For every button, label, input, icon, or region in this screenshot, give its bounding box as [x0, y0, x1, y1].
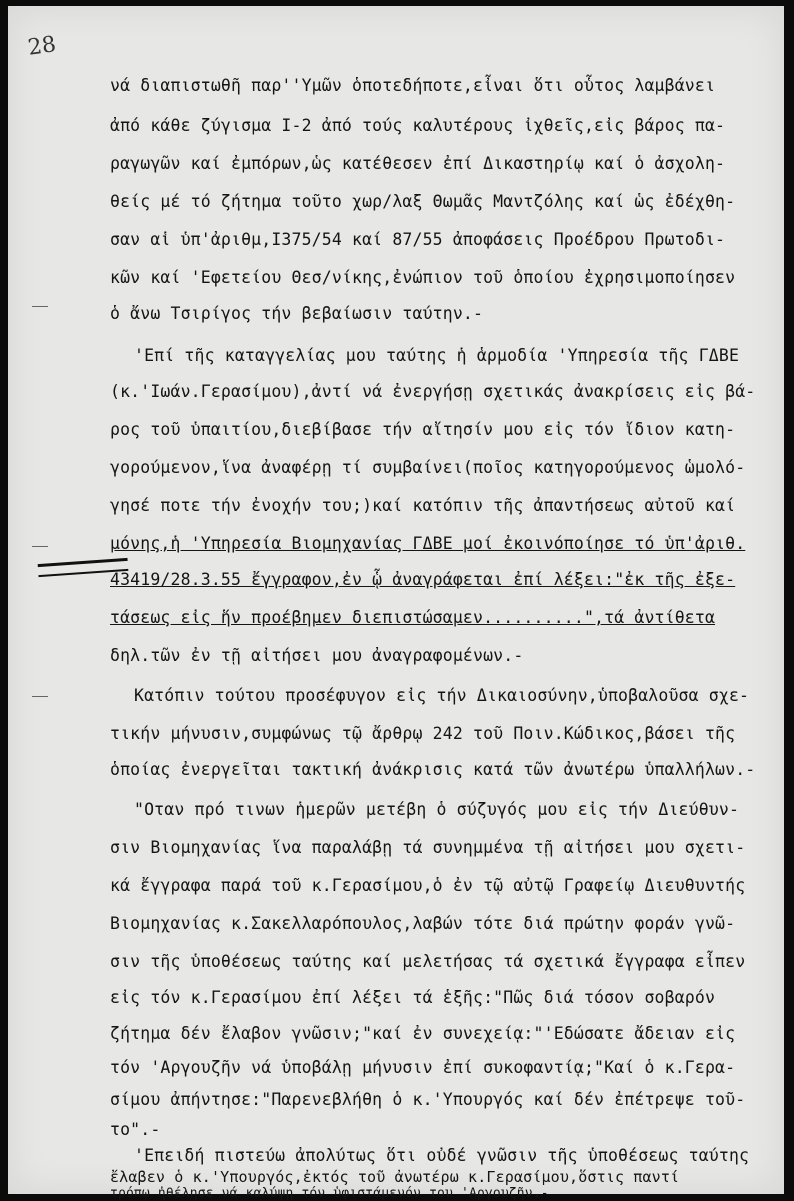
text-line: σιν τῆς ὑποθέσεως ταύτης καί μελετήσας τά σχετικά ἔγγραφα εἶπεν [110, 952, 746, 971]
text-line: Βιομηχανίας κ.Σακελλαρόπουλος,λαβών τότε διά πρώτην φοράν γνῶ- [110, 914, 736, 933]
paragraph-start: 'Επί τῆς καταγγελίας μου ταύτης ἡ ἁρμοδία 'Υπηρεσία τῆς ΓΔΒΕ [134, 346, 740, 365]
text-line: κῶν καί 'Εφετείου Θεσ/νίκης,ἐνώπιον τοῦ ὁποίου ἐχρησιμοποίησεν [110, 268, 736, 287]
text-line-underlined: 43419/28.3.55 ἔγγραφον,ἐν ᾧ ἀναγράφεται ἐπί λέξει:"ἐκ τῆς ἐξε- [110, 570, 736, 589]
margin-dash [32, 306, 48, 307]
paragraph-start: "Οταν πρό τινων ἡμερῶν μετέβη ὁ σύζυγός μου εἰς τήν Διεύθυν- [134, 800, 740, 819]
text-line: τρόπῳ ἠθέλησε νά καλύψῃ τόν ὑφιστάμενόν του 'Αργουζῆν.- [110, 1186, 549, 1201]
text-line: σαν αἱ ὑπ'ἀριθμ,Ι375/54 καί 87/55 ἀποφάσεις Προέδρου Πρωτοδι- [110, 230, 726, 249]
text-line: ὁποίας ἐνεργεῖται τακτική ἀνάκρισις κατά τῶν ἀνωτέρω ὑπαλλήλων.- [110, 760, 756, 779]
text-line: θείς μέ τό ζήτημα τοῦτο χωρ/λαξ Θωμᾶς Μαντζόλης καί ὡς ἐδέχθη- [110, 192, 736, 211]
text-line: ρος τοῦ ὑπαιτίου,διεβίβασε τήν αἴτησίν μου εἰς τόν ἴδιον κατη- [110, 420, 736, 439]
text-line: κά ἔγγραφα παρά τοῦ κ.Γερασίμου,ὁ ἐν τῷ αὐτῷ Γραφείῳ Διευθυντής [110, 876, 746, 895]
text-line: τόν 'Αργουζῆν νά ὑποβάλῃ μήνυσιν ἐπί συκοφαντίᾳ;"Καί ὁ κ.Γερα- [110, 1058, 736, 1077]
text-line: το".- [110, 1120, 161, 1139]
margin-dash [32, 696, 48, 697]
text-line-underlined: τάσεως εἰς ἥν προέβημεν διεπιστώσαμεν..........",τά ἀντίθετα [110, 608, 716, 627]
margin-dash [32, 546, 48, 547]
document-page [8, 6, 784, 1201]
text-line-underlined: μόνης,ἡ 'Υπηρεσία Βιομηχανίας ΓΔΒΕ μοί ἐκοινόποίησε τό ὑπ'ἀριθ. [110, 534, 746, 553]
text-line: νά διαπιστωθῆ παρ''Υμῶν ὁποτεδήποτε,εἶναι ὅτι οὗτος λαμβάνει [110, 76, 716, 95]
text-line: (κ.'Ιωάν.Γερασίμου),ἀντί νά ἐνεργήσῃ σχετικάς ἀνακρίσεις εἰς βά- [110, 382, 756, 401]
text-line: ὁ ἄνω Τσιρίγος τήν βεβαίωσιν ταύτην.- [110, 304, 484, 323]
text-line: εἰς τόν κ.Γερασίμου ἐπί λέξει τά ἑξῆς:"Πῶς διά τόσον σοβαρόν [110, 988, 716, 1007]
text-line: σιν Βιομηχανίας ἵνα παραλάβῃ τά συνημμένα τῇ αἰτήσει μου σχετι- [110, 838, 746, 857]
text-line: τικήν μήνυσιν,συμφώνως τῷ ἄρθρῳ 242 τοῦ Ποιν.Κώδικος,βάσει τῆς [110, 724, 736, 743]
text-line: δηλ.τῶν ἐν τῇ αἰτήσει μου ἀναγραφομένων.- [110, 646, 524, 665]
page-number: 28 [26, 32, 58, 61]
text-line: ἀπό κάθε ζύγισμα I-2 ἀπό τούς καλυτέρους ἰχθεῖς,εἰς βάρος πα- [110, 116, 726, 135]
text-line: ζήτημα δέν ἔλαβον γνῶσιν;"καί ἐν συνεχείᾳ:"'Εδώσατε ἄδειαν εἰς [110, 1024, 736, 1043]
paragraph-start: Κατόπιν τούτου προσέφυγον εἰς τήν Δικαιοσύνην,ὑποβαλοῦσα σχε- [134, 686, 750, 705]
paragraph-start: 'Επειδή πιστεύω ἀπολύτως ὅτι οὐδέ γνῶσιν τῆς ὑποθέσεως ταύτης [134, 1146, 750, 1165]
text-line: γορούμενον,ἵνα ἀναφέρῃ τί συμβαίνει(ποῖος κατηγορούμενος ὡμολό- [110, 458, 746, 477]
text-line: σίμου ἀπήντησε:"Παρενεβλήθη ὁ κ.'Υπουργός καί δέν ἐπέτρεψε τοῦ- [110, 1090, 746, 1109]
text-line: ἔλαβεν ὁ κ.'Υπουργός,ἐκτός τοῦ ἀνωτέρω κ.Γερασίμου,ὅστις παντί [110, 1168, 680, 1186]
text-line: γησέ ποτε τήν ἐνοχήν του;)καί κατόπιν τῆς ἀπαντήσεως αὐτοῦ καί [110, 496, 736, 515]
text-line: ραγωγῶν καί ἐμπόρων,ὡς κατέθεσεν ἐπί Δικαστηρίῳ καί ὁ ἀσχολη- [110, 154, 726, 173]
